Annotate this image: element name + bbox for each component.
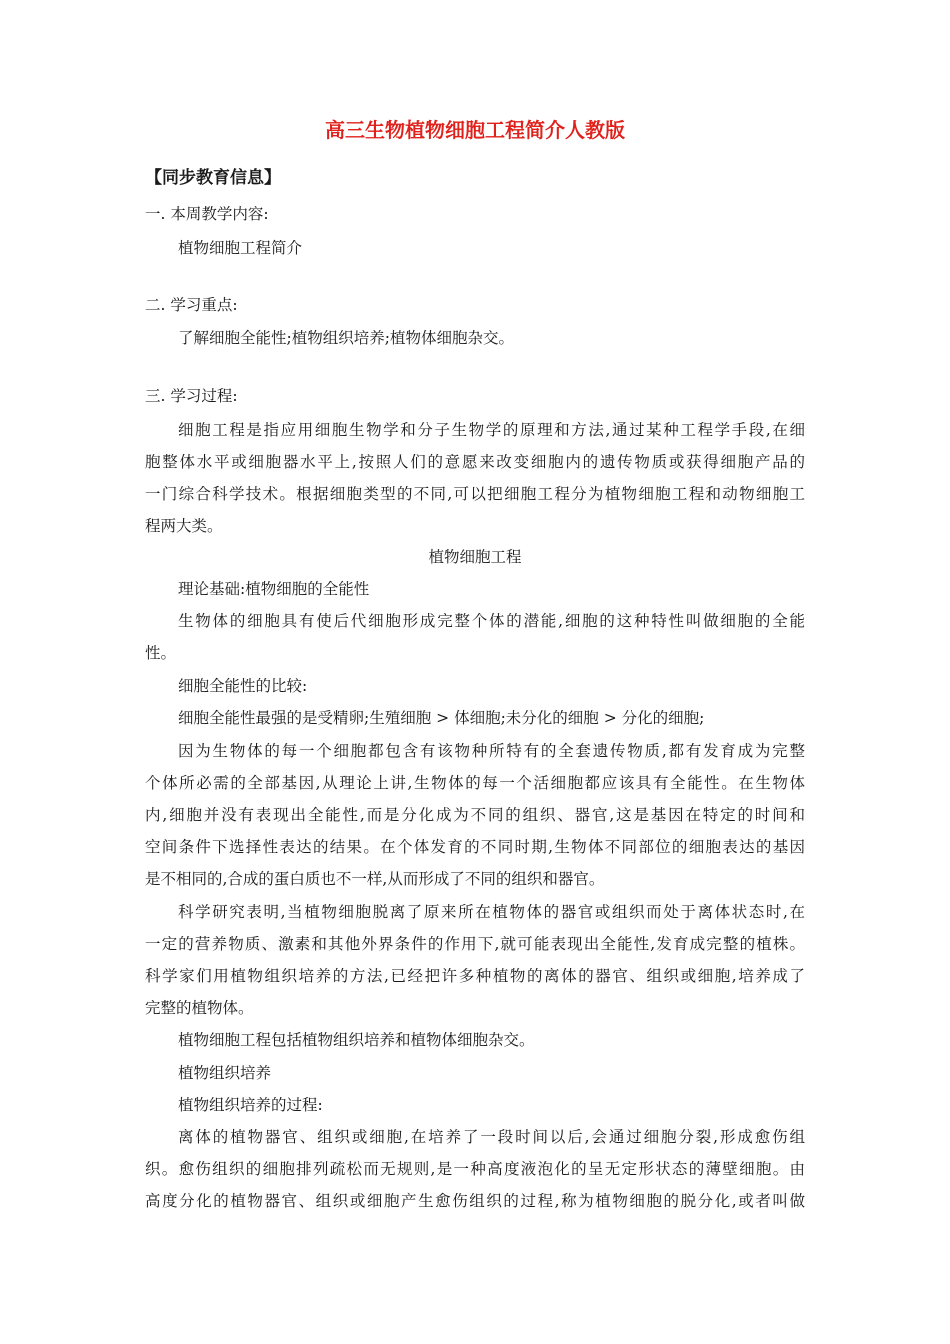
paragraph-line: 科学研究表明,当植物细胞脱离了原来所在植物体的器官或组织而处于离体状态时,在 xyxy=(178,903,805,921)
paragraph-line: 离体的植物器官、组织或细胞,在培养了一段时间以后,会通过细胞分裂,形成愈伤组 xyxy=(178,1128,805,1146)
part2-content: 了解细胞全能性;植物组织培养;植物体细胞杂交。 xyxy=(178,329,514,347)
paragraph-line: 因为生物体的每一个细胞都包含有该物种所特有的全套遗传物质,都有发育成为完整 xyxy=(178,742,805,760)
theory-line: 理论基础:植物细胞的全能性 xyxy=(178,580,370,598)
part1-heading: 一. 本周教学内容: xyxy=(145,205,269,223)
compare-heading: 细胞全能性的比较: xyxy=(178,677,308,695)
part1-content: 植物细胞工程简介 xyxy=(178,239,303,257)
paragraph-line: 胞整体水平或细胞器水平上,按照人们的意愿来改变细胞内的遗传物质或获得细胞产品的 xyxy=(145,453,805,471)
paragraph-line: 空间条件下选择性表达的结果。在个体发育的不同时期,生物体不同部位的细胞表达的基因 xyxy=(145,838,805,856)
paragraph-line: 完整的植物体。 xyxy=(145,999,254,1017)
paragraph-line: 程两大类。 xyxy=(145,517,223,535)
part3-heading: 三. 学习过程: xyxy=(145,387,238,405)
paragraph-line: 个体所必需的全部基因,从理论上讲,生物体的每一个活细胞都应该具有全能性。在生物体 xyxy=(145,774,805,792)
paragraph-line: 一门综合科学技术。根据细胞类型的不同,可以把细胞工程分为植物细胞工程和动物细胞工 xyxy=(145,485,805,503)
paragraph-line: 是不相同的,合成的蛋白质也不一样,从而形成了不同的组织和器官。 xyxy=(145,870,605,888)
includes-line: 植物细胞工程包括植物组织培养和植物体细胞杂交。 xyxy=(178,1031,535,1049)
paragraph-line: 织。愈伤组织的细胞排列疏松而无规则,是一种高度液泡化的呈无定形状态的薄壁细胞。由 xyxy=(145,1160,805,1178)
section-heading: 【同步教育信息】 xyxy=(145,168,281,188)
part2-heading: 二. 学习重点: xyxy=(145,296,238,314)
compare-content: 细胞全能性最强的是受精卵;生殖细胞 > 体细胞;未分化的细胞 > 分化的细胞; xyxy=(178,709,705,727)
paragraph-line: 高度分化的植物器官、组织或细胞产生愈伤组织的过程,称为植物细胞的脱分化,或者叫做 xyxy=(145,1192,805,1210)
tissue-heading: 植物组织培养 xyxy=(178,1064,272,1082)
subtitle: 植物细胞工程 xyxy=(428,548,522,566)
paragraph-line: 生物体的细胞具有使后代细胞形成完整个体的潜能,细胞的这种特性叫做细胞的全能 xyxy=(178,612,805,630)
process-heading: 植物组织培养的过程: xyxy=(178,1096,323,1114)
paragraph-line: 一定的营养物质、激素和其他外界条件的作用下,就可能表现出全能性,发育成完整的植株。 xyxy=(145,935,805,953)
paragraph-line: 细胞工程是指应用细胞生物学和分子生物学的原理和方法,通过某种工程学手段,在细 xyxy=(178,421,805,439)
paragraph-line: 科学家们用植物组织培养的方法,已经把许多种植物的离体的器官、组织或细胞,培养成了 xyxy=(145,967,805,985)
paragraph-line: 内,细胞并没有表现出全能性,而是分化成为不同的组织、器官,这是基因在特定的时间和 xyxy=(145,806,805,824)
document-title: 高三生物植物细胞工程简介人教版 xyxy=(325,118,625,142)
paragraph-line: 性。 xyxy=(145,644,177,662)
